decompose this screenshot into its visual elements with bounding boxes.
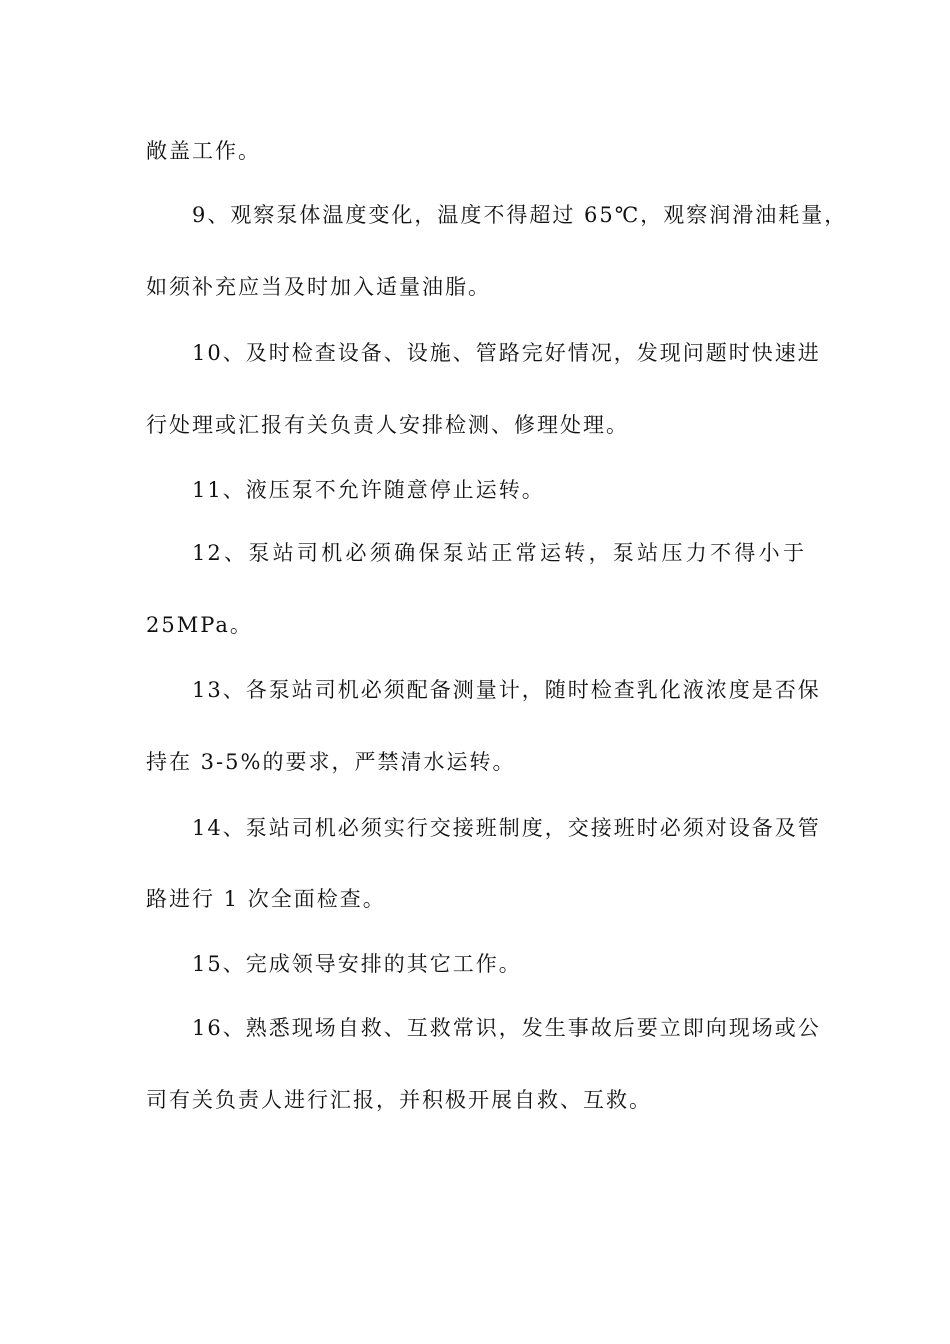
text-line: 敞盖工作。 — [146, 139, 261, 163]
item-11-line-1: 11、液压泵不允许随意停止运转。 — [192, 478, 545, 502]
item-13-line-2: 持在 3-5%的要求，严禁清水运转。 — [146, 750, 516, 774]
item-12-line-1: 12、泵站司机必须确保泵站正常运转，泵站压力不得小于 — [192, 541, 806, 565]
item-16-line-2: 司有关负责人进行汇报，并积极开展自救、互救。 — [146, 1088, 652, 1112]
item-14-line-2: 路进行 1 次全面检查。 — [146, 887, 386, 911]
item-16-line-1: 16、熟悉现场自救、互救常识，发生事故后要立即向现场或公 — [192, 1016, 821, 1040]
item-15-line-1: 15、完成领导安排的其它工作。 — [192, 952, 522, 976]
item-10-line-1: 10、及时检查设备、设施、管路完好情况，发现问题时快速进 — [192, 341, 821, 365]
item-9-line-1: 9、观察泵体温度变化，温度不得超过 65℃，观察润滑油耗量， — [192, 203, 848, 227]
item-10-line-2: 行处理或汇报有关负责人安排检测、修理处理。 — [146, 413, 629, 437]
item-12-line-2: 25MPa。 — [146, 613, 253, 637]
item-13-line-1: 13、各泵站司机必须配备测量计，随时检查乳化液浓度是否保 — [192, 678, 821, 702]
item-14-line-1: 14、泵站司机必须实行交接班制度，交接班时必须对设备及管 — [192, 816, 821, 840]
item-9-line-2: 如须补充应当及时加入适量油脂。 — [146, 275, 491, 299]
